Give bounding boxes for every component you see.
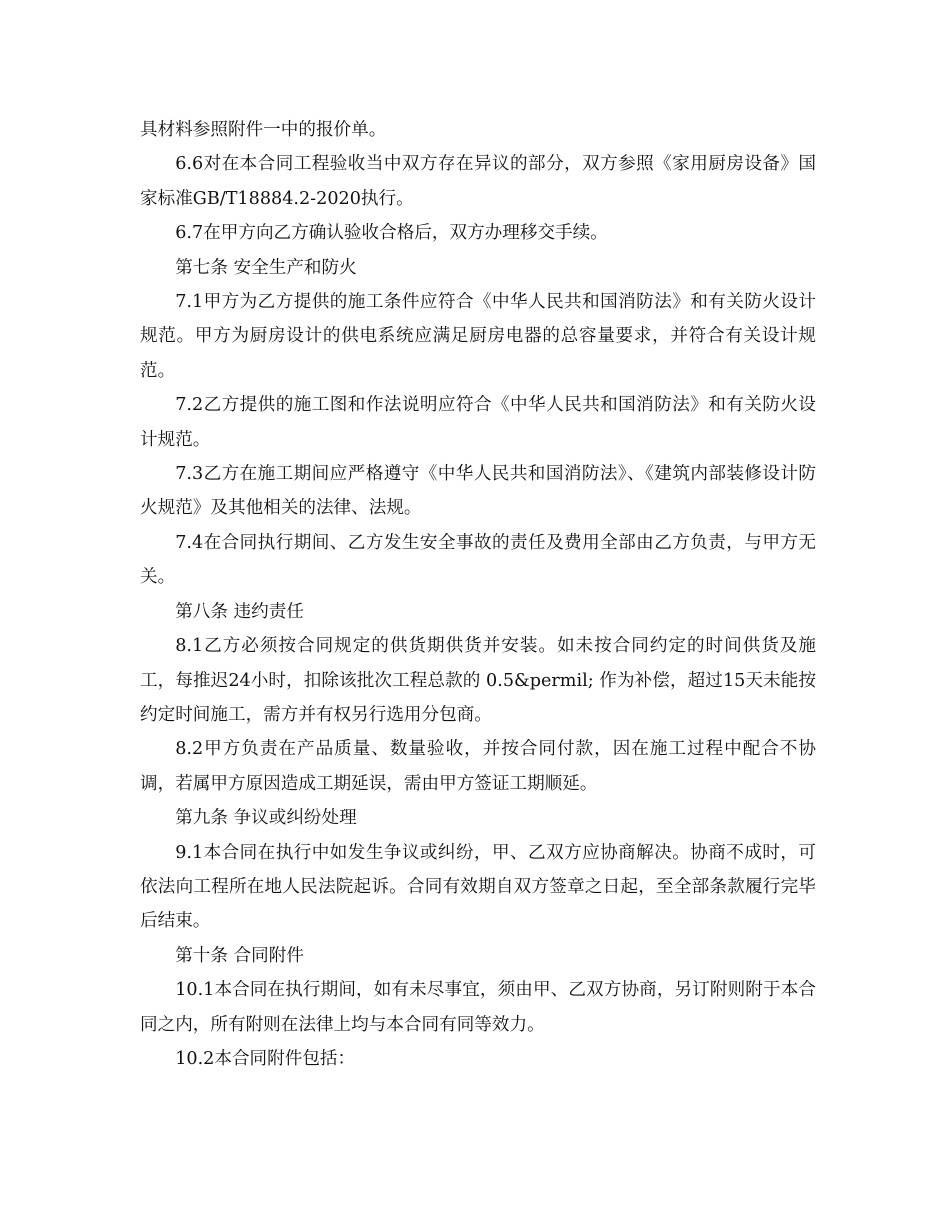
article-10-heading: 第十条 合同附件 xyxy=(175,945,304,966)
clause-10-1: 10.1本合同在执行期间，如有未尽事宜，须由甲、乙双方协商，另订附则附于本合同之内，所有附则在法律上均与本合同有同等效力。 xyxy=(140,980,816,1035)
clause-7-2: 7.2乙方提供的施工图和作法说明应符合《中华人民共和国消防法》和有关防火设计规范。 xyxy=(140,395,816,450)
clause-6-6: 6.6对在本合同工程验收当中双方存在异议的部分，双方参照《家用厨房设备》国家标准GB/T18884.2-2020执行。 xyxy=(140,154,816,209)
article-8-heading: 第八条 违约责任 xyxy=(175,601,304,622)
clause-6-7: 6.7在甲方向乙方确认验收合格后，双方办理移交手续。 xyxy=(175,223,608,244)
clause-7-4: 7.4在合同执行期间、乙方发生安全事故的责任及费用全部由乙方负责，与甲方无关。 xyxy=(140,532,816,588)
article-7-heading: 第七条 安全生产和防火 xyxy=(175,257,357,278)
clause-7-1: 7.1甲方为乙方提供的施工条件应符合《中华人民共和国消防法》和有关防火设计规范。甲方为厨房设计的供电系统应满足厨房电器的总容量要求，并符合有关设计规范。 xyxy=(140,292,816,381)
clause-8-2: 8.2甲方负责在产品质量、数量验收，并按合同付款，因在施工过程中配合不协调，若属甲方原因造成工期延误，需由甲方签证工期顺延。 xyxy=(140,739,816,794)
paragraph-continuation: 具材料参照附件一中的报价单。 xyxy=(140,120,387,140)
article-9-heading: 第九条 争议或纠纷处理 xyxy=(175,808,357,829)
clause-8-1: 8.1乙方必须按合同规定的供货期供货并安装。如未按合同约定的时间供货及施工，每推迟24小时，扣除该批次工程总款的 0.5&permil; 作为补偿，超过15天未能按约定时间施工，需方并有权另行选用分包商。 xyxy=(140,636,816,725)
clause-10-2: 10.2本合同附件包括： xyxy=(175,1048,356,1069)
clause-7-3: 7.3乙方在施工期间应严格遵守《中华人民共和国消防法》、《建筑内部装修设计防火规范》及其他相关的法律、法规。 xyxy=(140,464,816,519)
clause-9-1: 9.1本合同在执行中如发生争议或纠纷，甲、乙双方应协商解决。协商不成时，可依法向工程所在地人民法院起诉。合同有效期自双方签章之日起，至全部条款履行完毕后结束。 xyxy=(140,842,816,932)
contract-body xyxy=(140,113,816,1076)
